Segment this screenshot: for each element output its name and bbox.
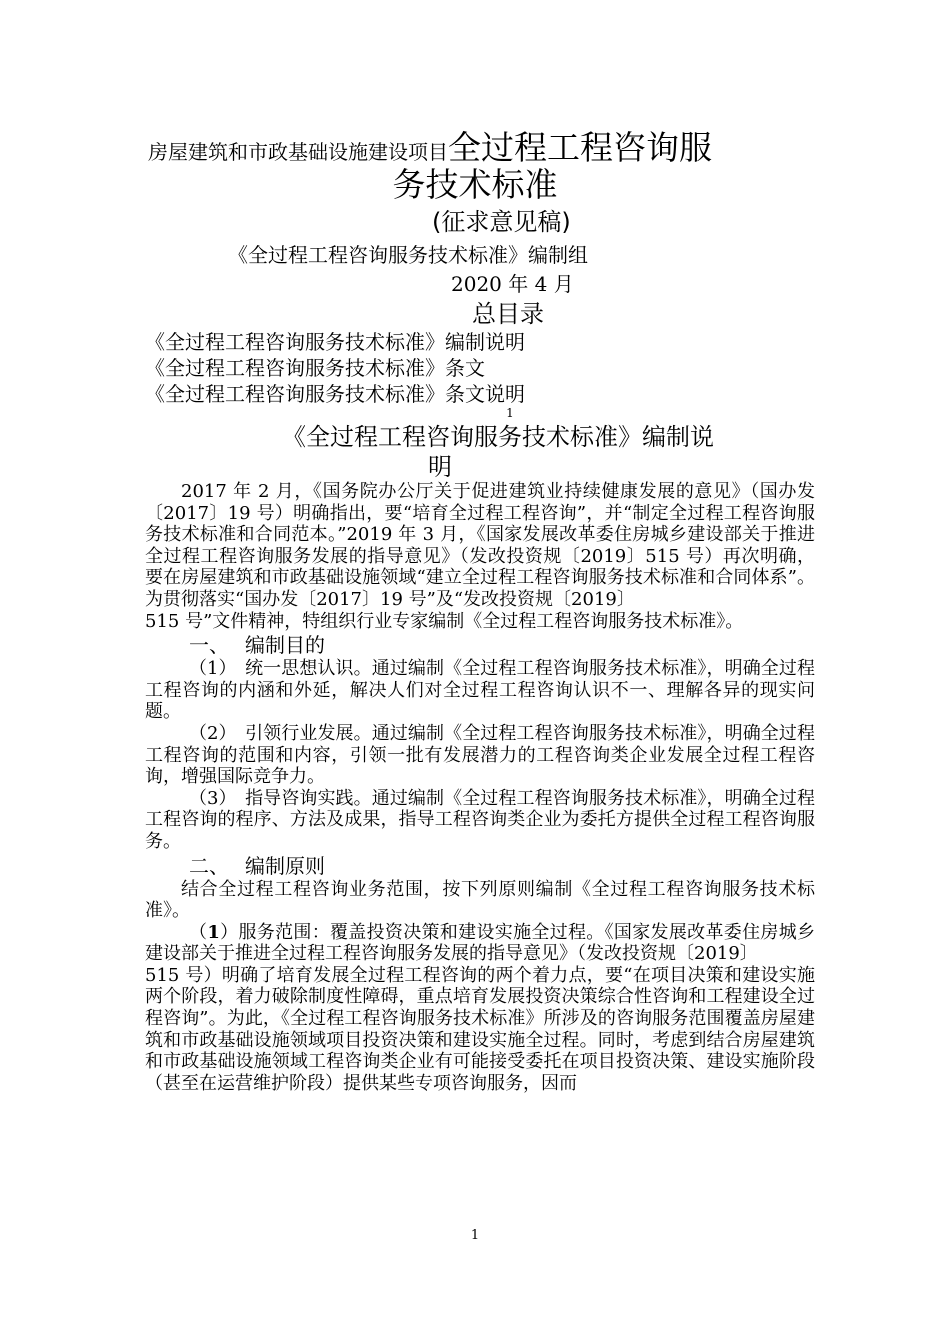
- principle-item-1-cont: 515 号）明确了培育发展全过程工程咨询的两个着力点，要“在项目决策和建设实施两个阶段，着力破除制度性障碍，重点培育发展投资决策综合性咨询和工程建设全过程咨询”。为此，《全过程工程咨询服务技术标准》所涉及的咨询服务范围覆盖房屋建筑和市政基础设施领域项目投资决策和建设实施全过程。同时，考虑到结合房屋建筑和市政基础设施领域工程咨询类企业有可能接受委托在项目投资决策、建设实施阶段（甚至在运营维护阶段）提供某些专项咨询服务，因而: [145, 964, 815, 1094]
- principle-item-1: [145, 922, 815, 965]
- item-text: 统一思想认识。通过编制《全过程工程咨询服务技术标准》，明确全过程工程咨询的内涵和外延，解决人们对全过程工程咨询认识不一、理解各异的现实问题。: [145, 658, 815, 723]
- principle-open: （: [189, 921, 208, 943]
- toc-item: 《全过程工程咨询服务技术标准》编制说明: [145, 330, 525, 354]
- purpose-item-3: [145, 788, 815, 853]
- heading-text: 编制原则: [245, 853, 325, 878]
- intro-paragraph: 2017 年 2 月，《国务院办公厅关于促进建筑业持续健康发展的意见》（国办发〔2017〕19 号）明确指出，要“培育全过程工程咨询”，并“制定全过程工程咨询服务技术标准和合同范本。”2019 年 3 月，《国家发展改革委住房城乡建设部关于推进全过程工程咨询服务发展的指导意见》（发改投资规〔2019〕515 号）再次明确，要在房屋建筑和市政基础设施领域“建立全过程工程咨询服务技术标准和合同体系”。为贯彻落实“国办发〔2017〕19 号”及“发改投资规〔2019〕: [145, 481, 815, 610]
- title-main: 全过程工程咨询服: [448, 128, 712, 167]
- draft-note: (征求意见稿): [432, 208, 571, 236]
- purpose-item-1: [145, 658, 815, 723]
- heading-number: 一、: [189, 633, 229, 658]
- section-title: 《全过程工程咨询服务技术标准》编制说: [282, 423, 714, 451]
- page-number: 1: [470, 1228, 480, 1243]
- item-text: 指导咨询实践。通过编制《全过程工程咨询服务技术标准》，明确全过程工程咨询的程序、方法及成果，指导工程咨询类企业为委托方提供全过程工程咨询服务。: [145, 787, 815, 852]
- toc-heading: 总目录: [472, 300, 544, 328]
- section-title-cont: 明: [428, 453, 452, 481]
- intro-paragraph-cont: 515 号”文件精神，特组织行业专家编制《全过程工程咨询服务技术标准》。: [145, 610, 744, 632]
- inline-page-number: 1: [506, 406, 514, 420]
- heading-principles: [145, 853, 815, 879]
- item-label: （2）: [189, 722, 237, 744]
- title-prefix: 房屋建筑和市政基础设施建设项目: [148, 140, 448, 164]
- heading-text: 编制目的: [245, 633, 325, 658]
- toc-item: 《全过程工程咨询服务技术标准》条文说明: [145, 382, 525, 406]
- item-label: （3）: [189, 787, 237, 809]
- compiler-line: 《全过程工程咨询服务技术标准》编制组: [228, 243, 588, 267]
- toc-list: [145, 329, 845, 407]
- principle-text: ）服务范围：覆盖投资决策和建设实施全过程。《国家发展改革委住房城乡建设部关于推进全过程工程咨询服务发展的指导意见》（发改投资规〔2019〕: [145, 921, 816, 965]
- heading-purpose: [145, 632, 815, 658]
- document-title-line2: 务技术标准: [392, 165, 558, 204]
- purpose-item-2: [145, 723, 815, 788]
- date-line: 2020 年 4 月: [451, 272, 574, 296]
- heading-number: 二、: [189, 853, 229, 878]
- toc-item: 《全过程工程咨询服务技术标准》条文: [145, 356, 485, 380]
- body-text: [145, 481, 815, 1094]
- item-text: 引领行业发展。通过编制《全过程工程咨询服务技术标准》，明确全过程工程咨询的范围和内容，引领一批有发展潜力的工程咨询类企业发展全过程工程咨询，增强国际竞争力。: [145, 722, 815, 788]
- principles-intro: 结合全过程工程咨询业务范围，按下列原则编制《全过程工程咨询服务技术标准》。: [145, 878, 815, 922]
- item-label: （1）: [189, 658, 237, 680]
- principle-number: 1: [207, 921, 220, 943]
